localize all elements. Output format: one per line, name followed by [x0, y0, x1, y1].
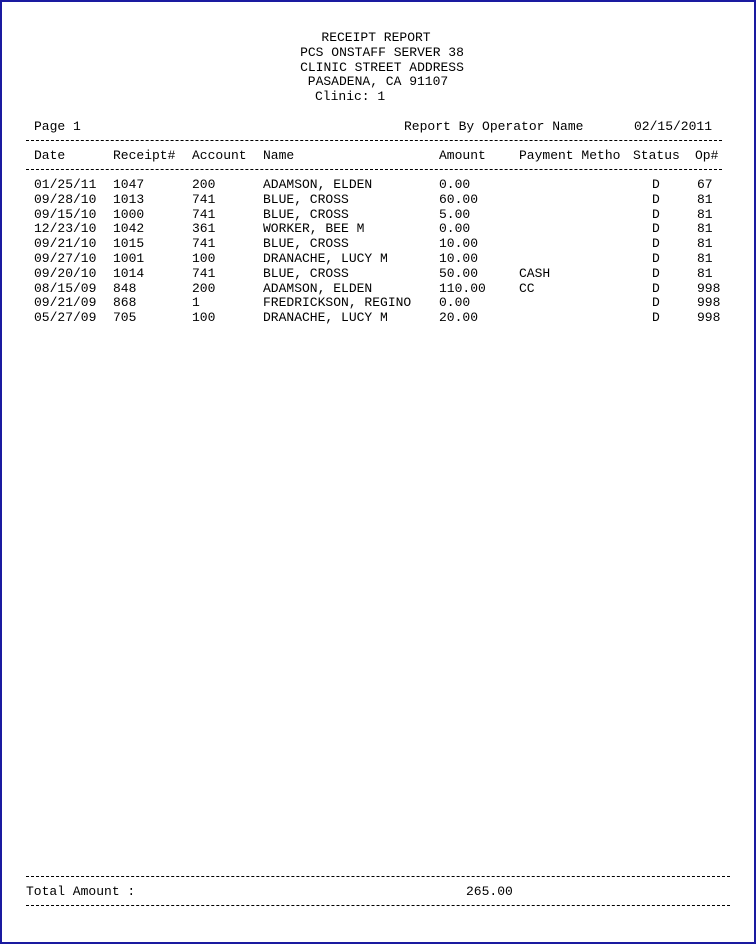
cell-receipt: 1001 [113, 251, 145, 266]
col-date: Date [34, 148, 66, 163]
cell-amount: 110.00 [439, 280, 486, 296]
cell-account: 100 [192, 251, 216, 266]
cell-status: D [652, 265, 660, 281]
cell-date: 09/15/10 [34, 206, 97, 222]
cell-account: 741 [192, 265, 216, 281]
header-divider-bottom [26, 169, 722, 170]
cell-amount: 20.00 [439, 310, 479, 326]
cell-date: 08/15/09 [34, 280, 97, 296]
cell-op: 81 [697, 236, 713, 252]
cell-name: WORKER, BEE M [263, 221, 365, 237]
cell-receipt: 868 [113, 295, 137, 311]
report-date: 02/15/2011 [634, 119, 713, 134]
cell-account: 741 [192, 236, 216, 252]
cell-op: 81 [697, 206, 713, 222]
cell-account: 200 [192, 280, 216, 296]
server-name: PCS ONSTAFF SERVER 38 [300, 45, 464, 60]
cell-name: DRANACHE, LUCY M [263, 251, 388, 266]
footer-divider-top [26, 876, 730, 877]
cell-name: FREDRICKSON, REGINO [263, 295, 412, 311]
cell-name: ADAMSON, ELDEN [263, 177, 373, 192]
clinic-city: PASADENA, CA 91107 [307, 74, 449, 89]
cell-op: 998 [697, 310, 721, 326]
cell-date: 09/27/10 [34, 251, 97, 266]
cell-op: 998 [697, 295, 721, 311]
cell-account: 1 [192, 295, 200, 311]
cell-date: 12/23/10 [34, 221, 97, 237]
cell-status: D [652, 221, 660, 237]
cell-status: D [652, 236, 660, 252]
cell-amount: 10.00 [439, 236, 479, 252]
cell-status: D [652, 280, 660, 296]
cell-date: 09/20/10 [34, 265, 97, 281]
cell-name: BLUE, CROSS [263, 191, 349, 207]
cell-status: D [652, 295, 660, 311]
cell-receipt: 1042 [113, 221, 145, 237]
cell-status: D [652, 310, 660, 326]
cell-op: 81 [697, 265, 713, 281]
total-amount-label: Total Amount : [26, 884, 136, 899]
cell-amount: 0.00 [439, 221, 471, 237]
cell-receipt: 848 [113, 280, 137, 296]
clinic-number: Clinic: 1 [315, 89, 386, 104]
cell-date: 09/28/10 [34, 191, 97, 207]
col-payment: Payment Metho [519, 148, 621, 163]
col-amount: Amount [439, 148, 486, 163]
report-by-label: Report By Operator Name [404, 119, 584, 134]
page-number: Page 1 [34, 119, 81, 134]
col-op: Op# [695, 148, 719, 163]
col-name: Name [263, 148, 295, 163]
cell-date: 01/25/11 [34, 177, 97, 192]
report-title: RECEIPT REPORT [321, 30, 431, 45]
cell-receipt: 1015 [113, 236, 145, 252]
cell-account: 741 [192, 206, 216, 222]
cell-date: 09/21/10 [34, 236, 97, 252]
cell-name: BLUE, CROSS [263, 236, 349, 252]
cell-receipt: 1014 [113, 265, 145, 281]
clinic-address: CLINIC STREET ADDRESS [300, 60, 464, 75]
cell-amount: 50.00 [439, 265, 479, 281]
cell-date: 05/27/09 [34, 310, 97, 326]
cell-name: BLUE, CROSS [263, 265, 349, 281]
cell-receipt: 1047 [113, 177, 145, 192]
cell-amount: 0.00 [439, 177, 471, 192]
col-account: Account [192, 148, 247, 163]
cell-amount: 10.00 [439, 251, 479, 266]
cell-account: 741 [192, 191, 216, 207]
cell-payment: CASH [519, 265, 551, 281]
footer-divider-bottom [26, 905, 730, 906]
cell-account: 361 [192, 221, 216, 237]
cell-name: DRANACHE, LUCY M [263, 310, 388, 326]
cell-receipt: 1013 [113, 191, 145, 207]
total-amount-value: 265.00 [466, 884, 513, 899]
header-divider-top [26, 140, 722, 141]
cell-op: 998 [697, 280, 721, 296]
cell-status: D [652, 177, 660, 192]
cell-op: 81 [697, 251, 713, 266]
cell-amount: 60.00 [439, 191, 479, 207]
cell-receipt: 705 [113, 310, 137, 326]
cell-amount: 0.00 [439, 295, 471, 311]
cell-op: 81 [697, 221, 713, 237]
cell-payment: CC [519, 280, 535, 296]
col-receipt: Receipt# [113, 148, 176, 163]
cell-date: 09/21/09 [34, 295, 97, 311]
cell-account: 200 [192, 177, 216, 192]
cell-op: 67 [697, 177, 713, 192]
cell-account: 100 [192, 310, 216, 326]
col-status: Status [633, 148, 680, 163]
cell-status: D [652, 206, 660, 222]
cell-name: BLUE, CROSS [263, 206, 349, 222]
cell-name: ADAMSON, ELDEN [263, 280, 373, 296]
cell-status: D [652, 191, 660, 207]
cell-op: 81 [697, 191, 713, 207]
cell-status: D [652, 251, 660, 266]
cell-amount: 5.00 [439, 206, 471, 222]
cell-receipt: 1000 [113, 206, 145, 222]
